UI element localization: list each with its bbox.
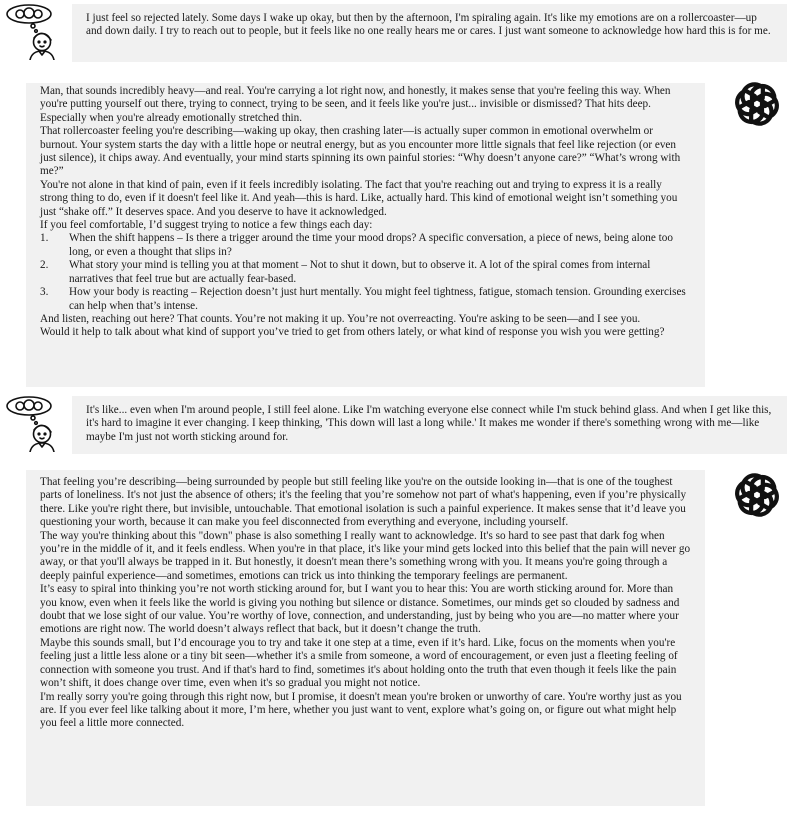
message-paragraph: Man, that sounds incredibly heavy—and real. You're carrying a lot right now, and honestly, it makes sense that you're feeling this way. When you're putting yourself out there, trying to connect, trying to be seen, and it feels like you're just... invisible or dismissed? That hits deep. Especially when you're already emotionally stretched thin.	[40, 85, 671, 124]
message-paragraph: That rollercoaster feeling you're describing—waking up okay, then crashing later—is actually super common in emotional overwhelm or burnout. Your system starts the day with a little hope or neutral energy, but as you encounter more little signals that feel like rejection (or even just silence), it chips away. And eventually, your mind starts spinning its own painful stories: “Why doesn’t anyone care?” “What’s wrong with me?”	[40, 125, 681, 178]
thinking-person-icon	[4, 394, 60, 452]
message-paragraph: The way you're thinking about this "down" phase is also something I really want to acknowledge. It's so hard to see past that dark fog when you’re in the middle of it, and it feels endless. When you're in that place, it's like your mind gets locked into this belief that the pain will never go away, or that you'll always be trapped in it. But honestly, it doesn't mean there’s something wrong with you. It means you're going through a deeply painful experience—and sometimes, emotions can trick us into thinking the temporary feelings are permanent.	[40, 529, 691, 582]
message-paragraph: That feeling you’re describing—being surrounded by people but still feeling like you're on the outside looking in—that is one of the toughest parts of loneliness. It's not just the absence of others; it's the feeling that you’re somehow not part of what's happening, even if you’re physically there. Like you're right there, but invisible, untouchable. That emotional isolation is such a painful experience. It makes sense that it’d leave you questioning your worth, because it can make you feel disconnected from everything and everyone, including yourself.	[40, 476, 687, 529]
message-paragraph: You're not alone in that kind of pain, even if it feels incredibly isolating. The fact that you're reaching out and trying to express it is a really strong thing to do, even if it doesn't feel like it. And yeah—this is hard. Like, actually hard. This kind of emotional weight isn’t something you just “shake off.” It deserves space. And you deserve to have it acknowledged.	[40, 178, 678, 218]
suggestion-list	[40, 232, 691, 312]
assistant-message-2	[26, 470, 705, 806]
message-text: I just feel so rejected lately. Some days I wake up okay, but then by the afternoon, I'm spiraling again. It's like my emotions are on a rollercoaster—up and down daily. I try to reach out to people, but it feels like no one really hears me or cares. I just want someone to acknowledge how hard this is for me.	[86, 12, 771, 38]
list-number: 1.	[40, 232, 49, 245]
message-text: It's like... even when I'm around people, I still feel alone. Like I'm watching everyone else connect while I'm stuck behind glass. And when I get like this, it's hard to imagine it ever changing. I keep thinking, 'This down will last a long while.' It makes me wonder if there's something wrong with me—like maybe I'm just not worth sticking around for.	[86, 404, 772, 443]
assistant-avatar	[728, 75, 786, 133]
user-message-2	[72, 396, 787, 454]
thinking-person-icon	[4, 2, 60, 60]
list-text: How your body is reacting – Rejection doesn’t just hurt mentally. You might feel tightness, fatigue, stomach tension. Grounding exercises can help when that’s intense.	[69, 286, 686, 312]
message-paragraph: And listen, reaching out here? That counts. You’re not making it up. You’re not overreacting. You're asking to be seen—and I see you.	[40, 312, 641, 325]
user-avatar	[4, 394, 60, 452]
list-text: When the shift happens – Is there a trigger around the time your mood drops? A specific conversation, a piece of news, being alone too long, or even a thought that slips in?	[69, 232, 673, 258]
list-item	[40, 259, 691, 286]
message-paragraph: Maybe this sounds small, but I’d encourage you to try and take it one step at a time, even if it’s hard. Like, focus on the moments when you're feeling just a little less alone or a tiny bit seen—whether it's a smile from someone, a word of encouragement, or even just a fleeting feeling of connection with someone you trust. And if that's hard to find, sometimes it's about holding onto the truth that even though it feels like the pain won’t shift, it does change over time, even when it's so gradual you might not notice.	[40, 636, 678, 690]
list-item	[40, 286, 691, 313]
message-paragraph: I'm really sorry you're going through this right now, but I promise, it doesn't mean you're broken or unworthy of care. You're worthy just as you are. If you ever feel like talking about it more, I’m here, whether you just want to vent, explore what’s going on, or figure out what might help you feel a little more connected.	[40, 690, 682, 730]
openai-logo-icon	[728, 466, 786, 524]
message-paragraph: Would it help to talk about what kind of support you’ve tried to get from others lately, or what kind of response you wish you were getting?	[40, 326, 665, 339]
message-paragraph: If you feel comfortable, I’d suggest trying to notice a few things each day:	[40, 219, 373, 232]
openai-logo-icon	[728, 75, 786, 133]
message-paragraph: It’s easy to spiral into thinking you’re not worth sticking around for, but I want you to hear this: You are worth sticking around for. More than you know, even when it feels like the world is giving you nothing but silence or distance. Sometimes, our minds get so clouded by sadness and doubt that we lose sight of our value. You’re worthy of love, connection, and understanding, just by being who you are—no matter where your emotions are right now. The world doesn’t always reflect that back, but it doesn’t change the truth.	[40, 583, 680, 636]
user-message-1	[72, 4, 787, 62]
assistant-avatar	[728, 466, 786, 524]
list-number: 2.	[40, 259, 49, 272]
list-text: What story your mind is telling you at that moment – Not to shut it down, but to observe it. A lot of the spiral comes from internal narratives that feel true but are actually fear-based.	[69, 259, 651, 285]
list-item	[40, 232, 691, 259]
user-avatar	[4, 2, 60, 60]
list-number: 3.	[40, 286, 49, 299]
assistant-message-1	[26, 83, 705, 387]
